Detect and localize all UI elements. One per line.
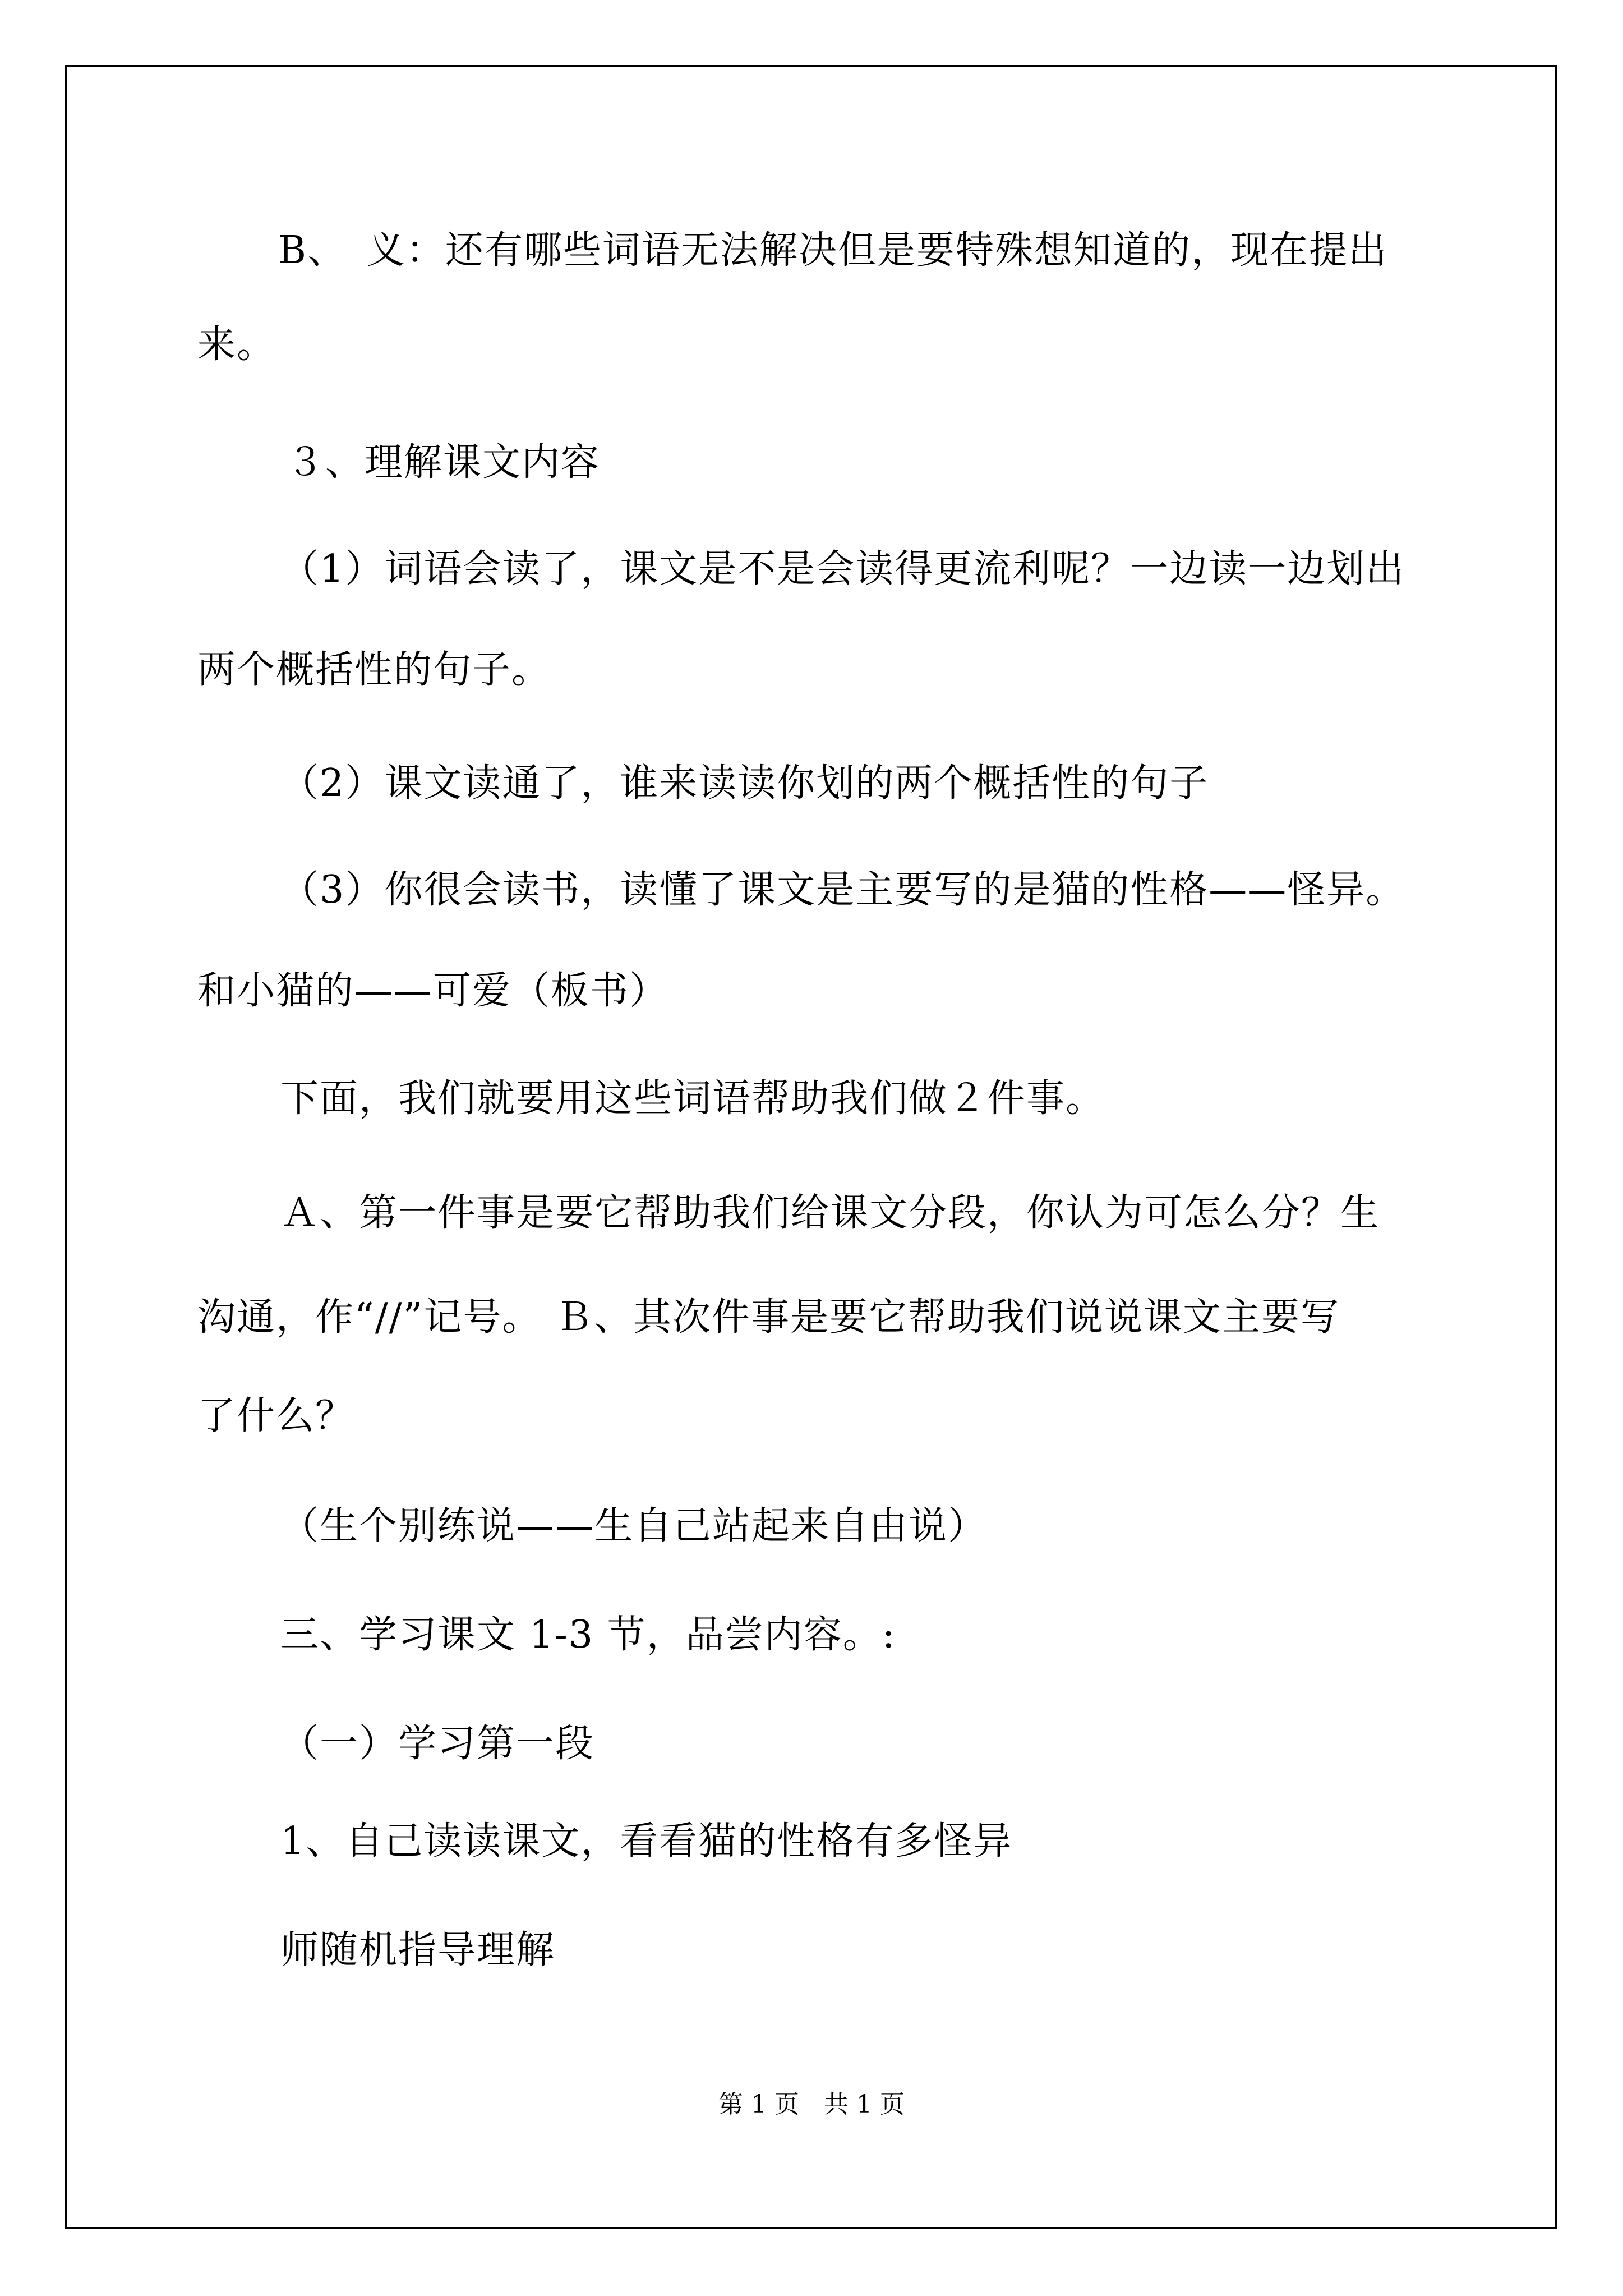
text-line: 三、学习课文 1-3 节，品尝内容。: xyxy=(280,1613,896,1657)
text-line: （生个别练说——生自己站起来自由说） xyxy=(280,1504,988,1548)
text-line: 来。 xyxy=(197,323,276,367)
text-line: 和小猫的——可爱（板书） xyxy=(197,969,669,1013)
text-line: 沟通，作“//”记号。 Ｂ、其次件事是要它帮助我们说说课文主要写 xyxy=(197,1295,1340,1340)
page-border xyxy=(65,65,1557,2229)
text-line: （2）课文读通了，谁来读读你划的两个概括性的句子 xyxy=(280,761,1209,806)
text-line: （3）你很会读书，读懂了课文是主要写的是猫的性格——怪异。 xyxy=(280,868,1405,912)
text-line: ３、理解课文内容 xyxy=(286,440,601,485)
text-line: Ａ、第一件事是要它帮助我们给课文分段，你认为可怎么分？生 xyxy=(280,1191,1380,1235)
text-line: 下面，我们就要用这些词语帮助我们做２件事。 xyxy=(280,1076,1105,1121)
text-line: 师随机指导理解 xyxy=(280,1928,556,1972)
text-line: （1）词语会读了，课文是不是会读得更流利呢？一边读一边划出 xyxy=(280,547,1405,591)
text-line: 1、自己读读课文，看看猫的性格有多怪异 xyxy=(280,1819,1013,1864)
text-line: 两个概括性的句子。 xyxy=(197,648,551,692)
text-line: （一）学习第一段 xyxy=(280,1722,595,1766)
text-line: B、 义：还有哪些词语无法解决但是要特殊想知道的，现在提出 xyxy=(278,228,1387,273)
text-line: 了什么？ xyxy=(197,1394,355,1438)
page-footer: 第 1 页 共 1 页 xyxy=(718,2090,905,2119)
